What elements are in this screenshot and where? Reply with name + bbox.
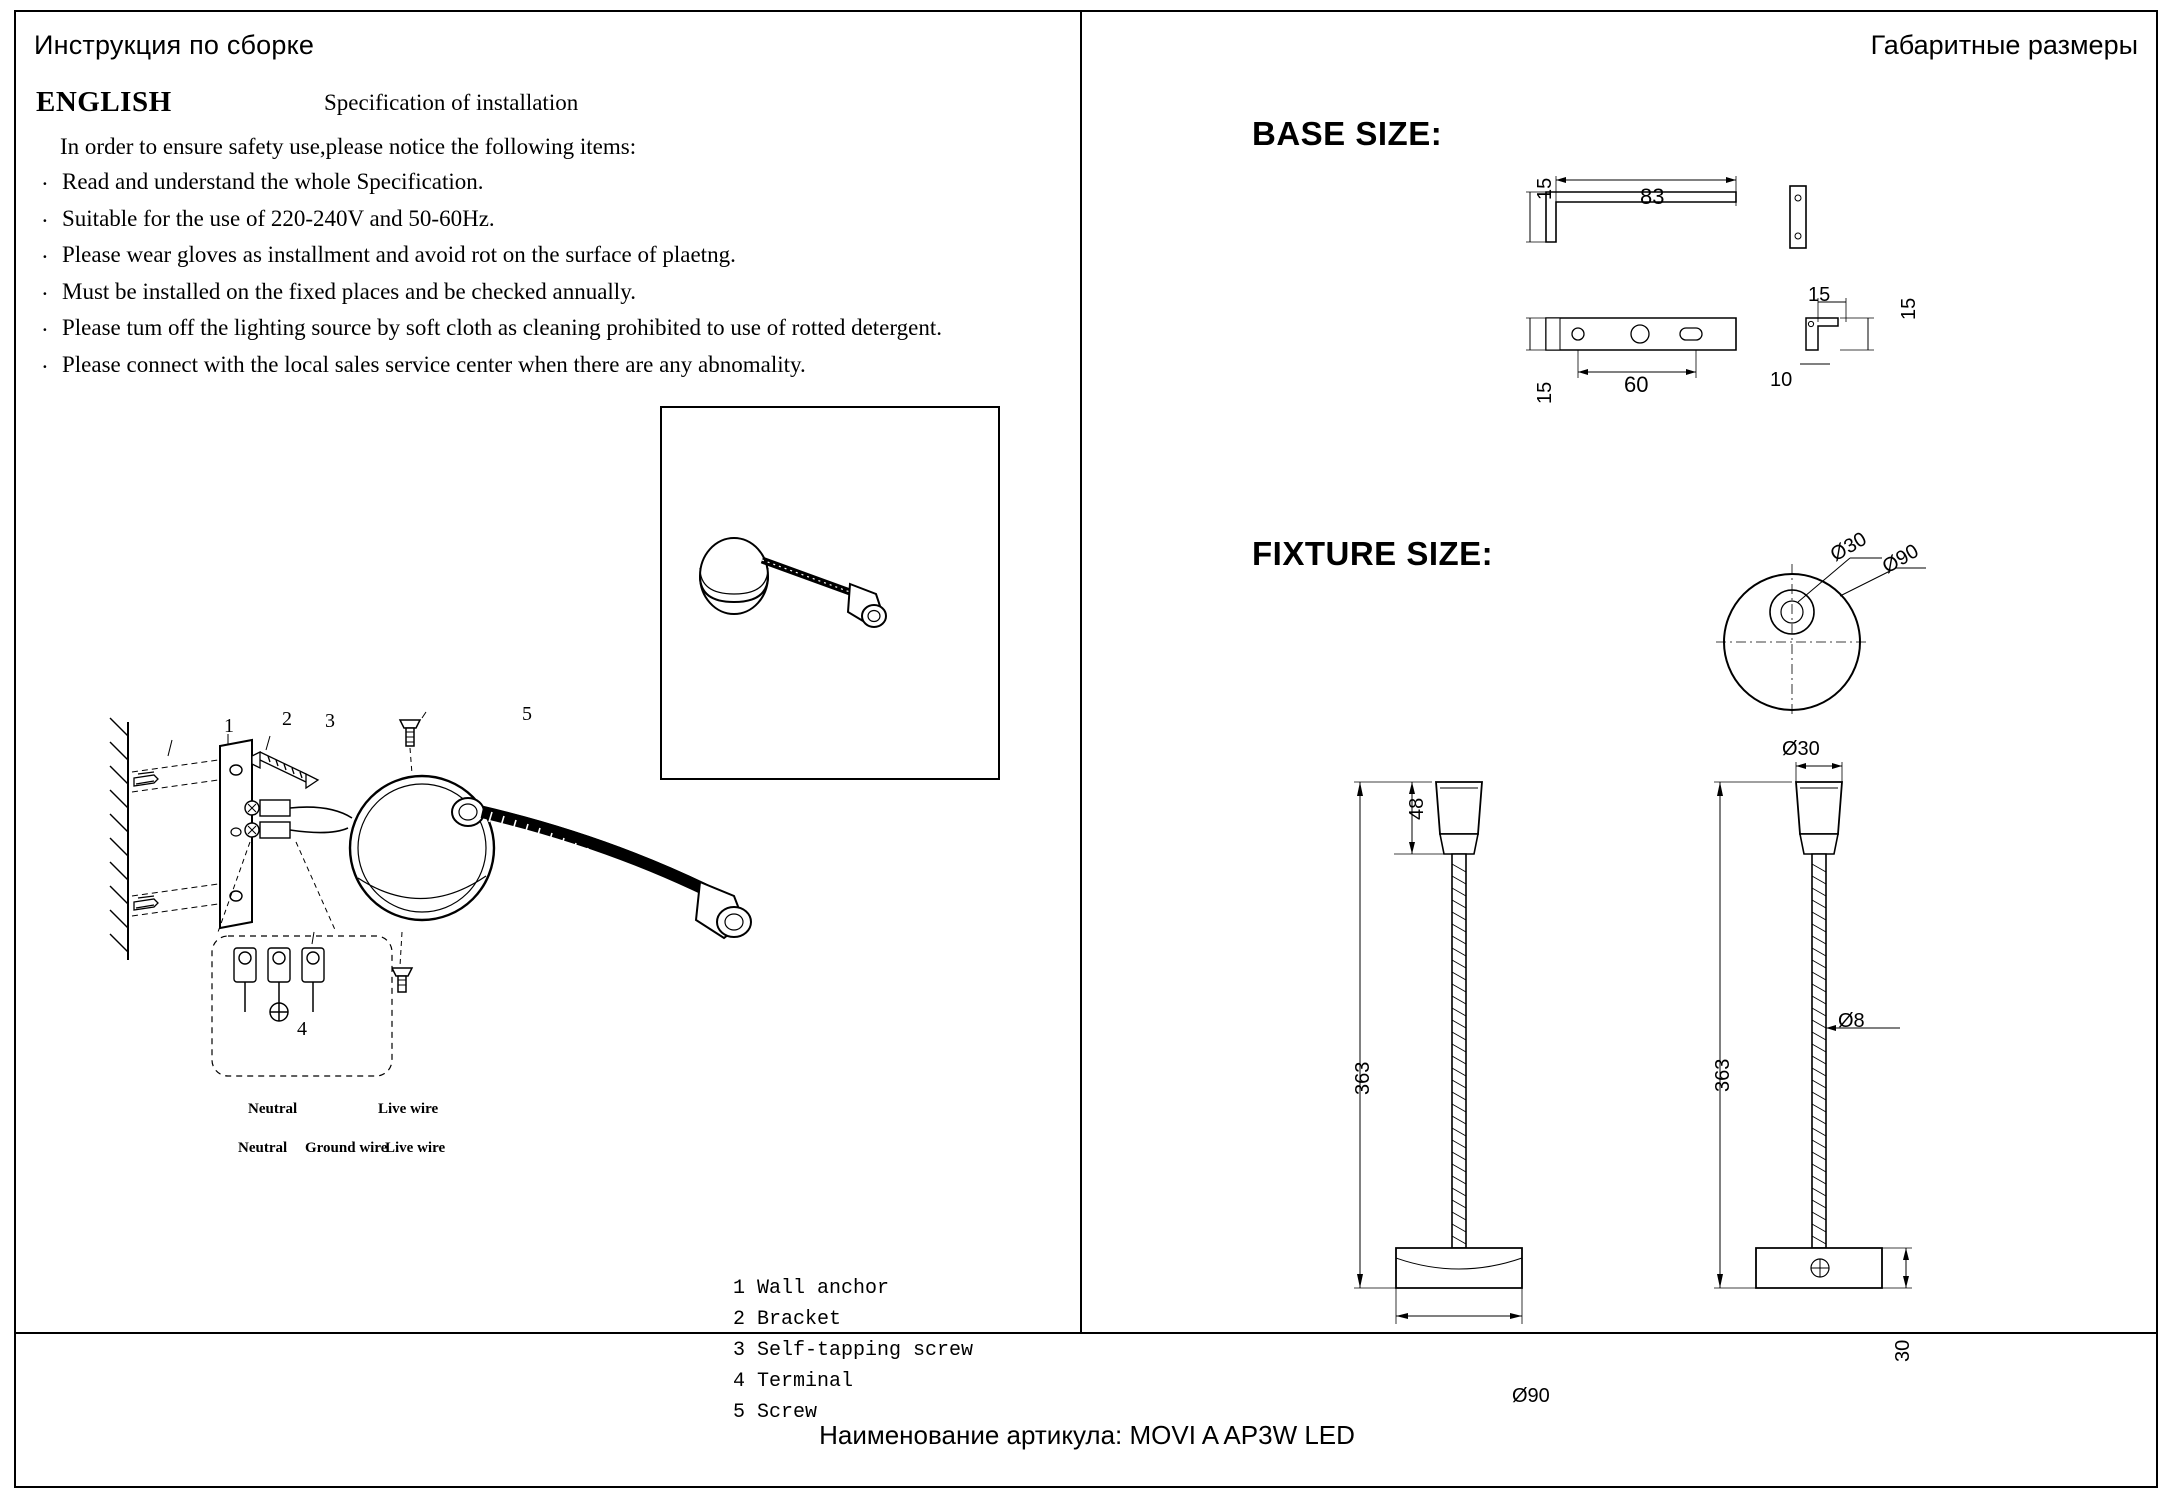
fixture-size-heading: FIXTURE SIZE:	[1252, 535, 1494, 572]
terminal-label-live-bottom: Live wire	[385, 1140, 446, 1156]
fixture-dim-base-thickness: 30	[1892, 1339, 1914, 1362]
language-label: ENGLISH	[36, 86, 172, 118]
fixture-front-elevation	[1340, 770, 1600, 1410]
parts-list-item: 3 Self-tapping screw	[733, 1339, 974, 1362]
base-size-heading: BASE SIZE:	[1252, 115, 1443, 152]
base-dim-hole-span: 60	[1624, 372, 1649, 397]
base-dim-thickness-left: 15	[1534, 381, 1556, 404]
list-item: . Please wear gloves as installment and avoid rot on the surface of plaetng.	[34, 241, 1044, 269]
base-dim-length-top: 83	[1640, 184, 1665, 209]
parts-list	[733, 1273, 973, 1428]
callout-4: 4	[297, 1018, 307, 1040]
terminal-label-neutral-bottom: Neutral	[238, 1140, 288, 1156]
base-dim-side-height: 15	[1898, 297, 1920, 320]
specification-header	[34, 86, 1044, 120]
assembly-exploded-diagram	[100, 700, 980, 1240]
callout-1: 1	[224, 715, 234, 737]
list-item: . Please connect with the local sales service center when there are any abnomality.	[34, 351, 1044, 379]
page-title-left: Инструкция по сборке	[34, 30, 315, 60]
parts-list-item: 1 Wall anchor	[733, 1277, 890, 1300]
fixture-dim-head-height: 48	[1406, 797, 1428, 820]
callout-2: 2	[282, 708, 292, 730]
list-item: . Must be installed on the fixed places and be checked annually.	[34, 278, 1044, 306]
callout-3: 3	[325, 710, 335, 732]
specification-list	[34, 168, 1044, 379]
callout-5: 5	[522, 703, 532, 725]
specification-subtitle: Specification of installation	[324, 90, 579, 115]
vertical-divider	[1080, 12, 1082, 1332]
base-dim-side-width: 15	[1808, 284, 1831, 306]
terminal-label-live-top: Live wire	[378, 1101, 439, 1117]
page-title-right: Габаритные размеры	[1870, 30, 2138, 60]
specification-block	[34, 86, 1044, 388]
fixture-dim-base-dia: Ø90	[1512, 1385, 1550, 1407]
fixture-dim-head-dia-right: Ø30	[1782, 738, 1820, 760]
fixture-side-elevation	[1700, 760, 2000, 1410]
article-name: Наименование артикула: MOVI A AP3W LED	[819, 1420, 1355, 1450]
fixture-dim-total-height-right: 363	[1712, 1058, 1734, 1092]
list-item: . Suitable for the use of 220-240V and 50-60Hz.	[34, 205, 1044, 233]
parts-list-item: 4 Terminal	[733, 1370, 854, 1393]
parts-list-item: 2 Bracket	[733, 1308, 842, 1331]
base-dim-thickness-top: 15	[1534, 177, 1556, 200]
base-size-drawing	[1500, 150, 1920, 410]
fixture-dim-total-height-left: 363	[1352, 1061, 1374, 1095]
fixture-dim-flex-dia: Ø8	[1838, 1010, 1865, 1032]
list-item: . Read and understand the whole Specification.	[34, 168, 1044, 196]
specification-intro: In order to ensure safety use,please notice the following items:	[60, 134, 637, 159]
base-dim-side-offset: 10	[1770, 369, 1793, 391]
terminal-label-neutral-top: Neutral	[248, 1101, 298, 1117]
fixture-dim-head-dia-top: Ø30	[1826, 528, 1871, 567]
terminal-label-ground: Ground wire	[305, 1140, 388, 1156]
fixture-dim-ring-dia: Ø90	[1878, 540, 1923, 579]
list-item: . Please tum off the lighting source by soft cloth as cleaning prohibited to use of rotted detergent.	[34, 314, 1044, 342]
parts-list-item: 5 Screw	[733, 1401, 818, 1424]
